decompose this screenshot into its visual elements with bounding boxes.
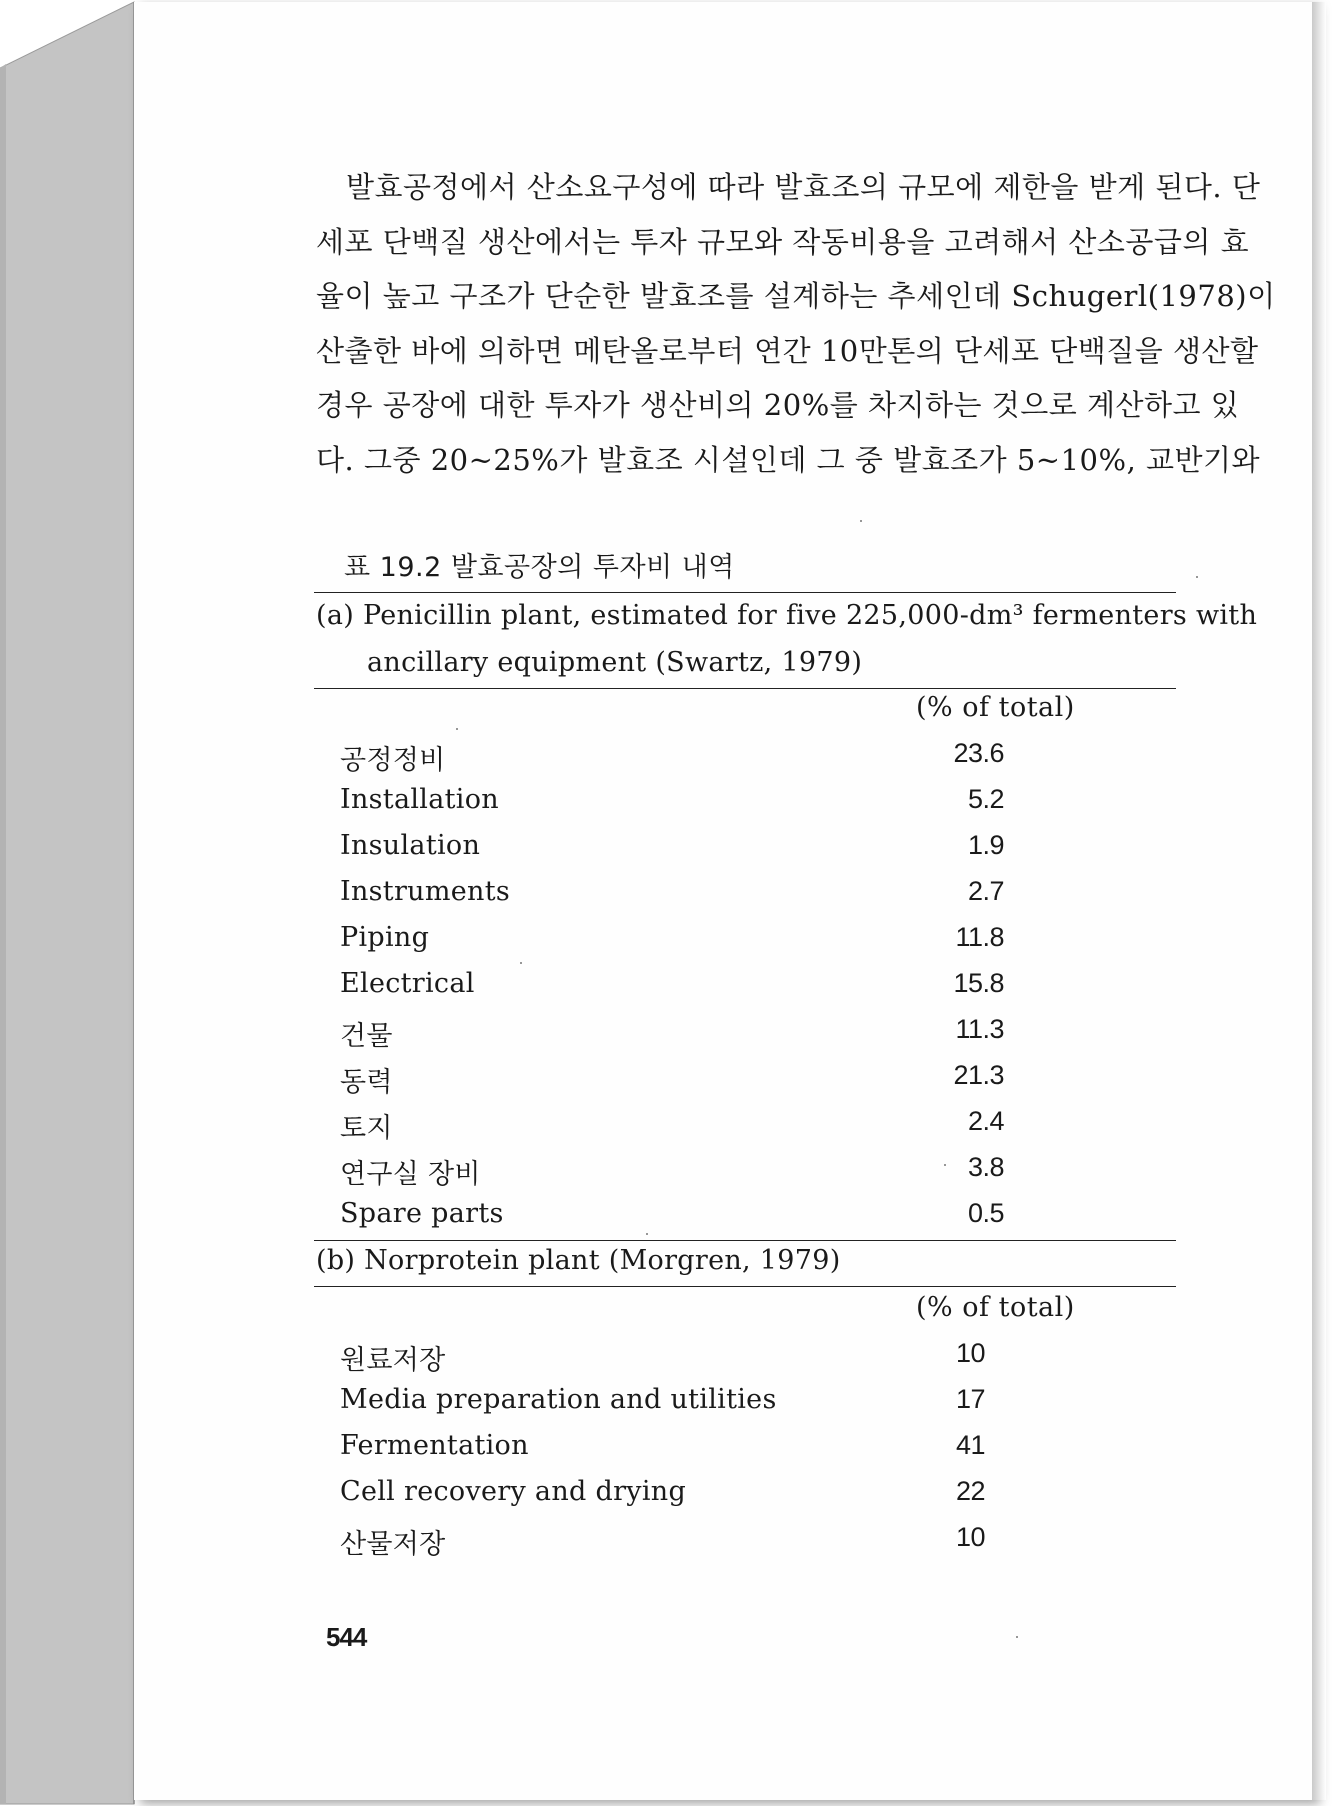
- section-b-title: (b) Norprotein plant (Morgren, 1979): [316, 1245, 841, 1276]
- table-row: [340, 1014, 1004, 1054]
- row-label: Media preparation and utilities: [340, 1384, 777, 1415]
- row-label: Spare parts: [340, 1198, 504, 1229]
- paragraph-line: 세포 단백질 생산에서는 투자 규모와 작동비용을 고려해서 산소공급의 효: [316, 224, 1250, 259]
- paragraph-line: 발효공정에서 산소요구성에 따라 발효조의 규모에 제한을 받게 된다. 단: [346, 170, 1261, 204]
- paragraph-line: 경우 공장에 대한 투자가 생산비의 20%를 차지하는 것으로 계산하고 있: [316, 388, 1240, 422]
- table-row: [340, 784, 1004, 824]
- table-row: [340, 738, 1004, 778]
- table-top-rule: [314, 592, 1176, 593]
- table-row: [340, 1152, 1004, 1192]
- row-value: 10: [956, 1338, 986, 1368]
- row-label: 공정정비: [340, 745, 446, 776]
- table-row: [340, 968, 1004, 1008]
- row-label: Cell recovery and drying: [340, 1476, 687, 1507]
- table-row: [340, 1384, 1004, 1424]
- row-label: 토지: [340, 1113, 393, 1144]
- section-a-title: (a) Penicillin plant, estimated for five 225,000-dm³ fermenters with: [316, 600, 1258, 631]
- row-value: 2.4: [967, 1106, 1004, 1136]
- table-row: [340, 1106, 1004, 1146]
- section-b-column-header: (% of total): [916, 1292, 1075, 1323]
- table-row: [340, 1522, 1004, 1562]
- table-row: [340, 1430, 1004, 1470]
- table-row: [340, 1198, 1004, 1238]
- row-value: 1.9: [967, 830, 1004, 860]
- scan-speck: [456, 728, 458, 730]
- table-row: [340, 1476, 1004, 1516]
- section-a-header-rule: [314, 688, 1176, 689]
- table-row: [340, 1060, 1004, 1100]
- row-value: 21.3: [953, 1060, 1004, 1090]
- row-label: 연구실 장비: [340, 1159, 481, 1190]
- row-value: 11.8: [955, 922, 1004, 952]
- row-value: 0.5: [967, 1198, 1004, 1228]
- table-row: [340, 1338, 1004, 1378]
- table-caption: 표 19.2 발효공장의 투자비 내역: [344, 552, 735, 583]
- row-label: 동력: [340, 1067, 393, 1098]
- row-value: 11.3: [955, 1014, 1004, 1044]
- section-a-title-continued: ancillary equipment (Swartz, 1979): [367, 647, 863, 678]
- row-label: 건물: [340, 1021, 393, 1052]
- table-row: [340, 830, 1004, 870]
- row-label: Electrical: [340, 968, 475, 999]
- row-label: Piping: [340, 922, 430, 953]
- scan-speck: [1196, 576, 1198, 578]
- section-b-top-rule: [314, 1240, 1176, 1241]
- table-row: [340, 922, 1004, 962]
- row-label: Instruments: [340, 876, 511, 907]
- row-label: 산물저장: [340, 1529, 446, 1560]
- row-value: 23.6: [953, 738, 1004, 768]
- table-row: [340, 876, 1004, 916]
- row-value: 2.7: [967, 876, 1004, 906]
- scan-speck: [944, 1164, 946, 1166]
- page-shadow: [1312, 2, 1326, 1800]
- scan-speck: [520, 962, 522, 964]
- scan-speck: [1016, 1636, 1018, 1638]
- scan-speck: [860, 520, 862, 522]
- section-b-header-rule: [314, 1286, 1176, 1287]
- row-value: 5.2: [967, 784, 1004, 814]
- row-value: 15.8: [953, 968, 1004, 998]
- row-label: 원료저장: [340, 1345, 446, 1376]
- body-paragraph: [316, 160, 1276, 487]
- paragraph-line: 산출한 바에 의하면 메탄올로부터 연간 10만톤의 단세포 단백질을 생산할: [316, 333, 1259, 368]
- paragraph-line: 다. 그중 20~25%가 발효조 시설인데 그 중 발효조가 5~10%, 교반기와: [316, 442, 1261, 477]
- scan-speck: [646, 1233, 648, 1235]
- row-value: 41: [956, 1430, 986, 1460]
- row-value: 22: [956, 1476, 986, 1506]
- row-label: Installation: [340, 784, 499, 815]
- row-value: 10: [956, 1522, 986, 1552]
- paragraph-line: 율이 높고 구조가 단순한 발효조를 설계하는 추세인데 Schugerl(1978)이: [316, 279, 1276, 313]
- page-number: 544: [326, 1622, 367, 1652]
- row-label: Fermentation: [340, 1430, 529, 1461]
- section-a-column-header: (% of total): [916, 692, 1075, 723]
- row-value: 17: [956, 1384, 986, 1414]
- row-value: 3.8: [967, 1152, 1004, 1182]
- row-label: Insulation: [340, 830, 481, 861]
